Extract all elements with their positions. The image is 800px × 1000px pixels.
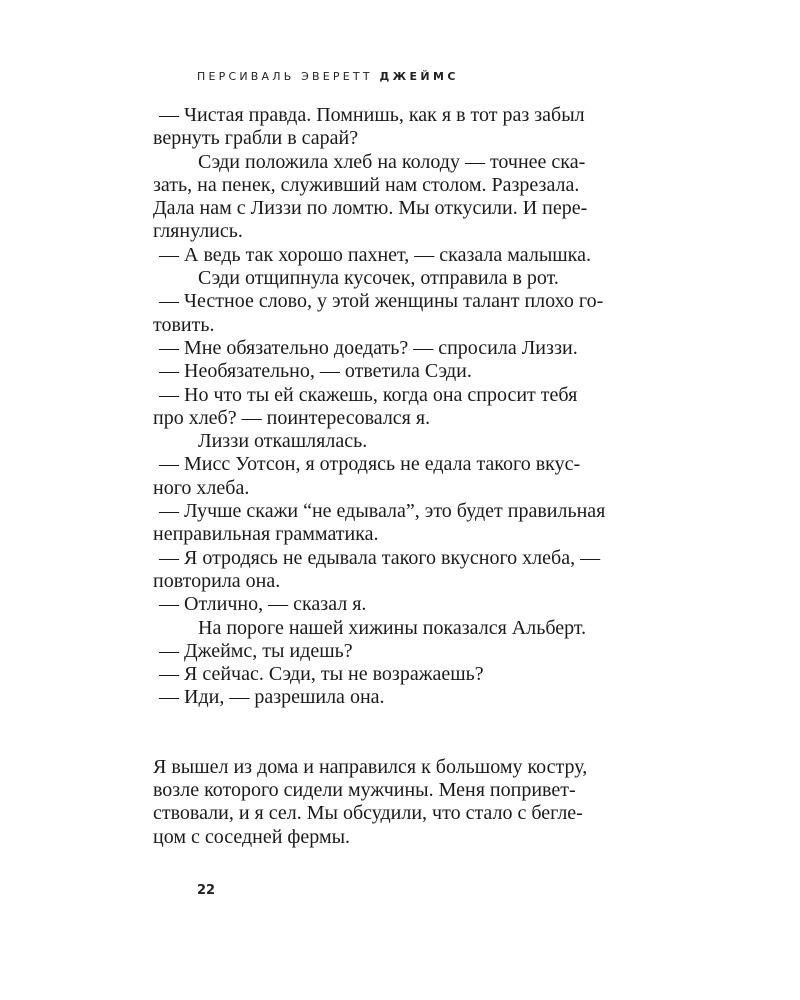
- text-line: — Чистая правда. Помнишь, как я в тот раз забыл: [159, 104, 585, 126]
- running-head: [197, 70, 459, 83]
- text-line: цом с соседней фермы.: [153, 825, 351, 848]
- text-line: На пороге нашей хижины показался Альберт.: [198, 616, 587, 639]
- text-line: товить.: [153, 313, 215, 336]
- text-line: ствовали, и я сел. Мы обсудили, что стало с бегле-: [153, 802, 583, 825]
- text-line: — Мне обязательно доедать? — спросила Лиззи.: [159, 336, 578, 359]
- text-line: про хлеб? — поинтересовался я.: [153, 406, 431, 429]
- text-line: — Мисс Уотсон, я отродясь не едала такого вкус-: [159, 453, 581, 476]
- text-line: — Но что ты ей скажешь, когда она спросит тебя: [159, 383, 578, 406]
- text-line: — Лучше скажи “не едывала”, это будет правильная: [159, 500, 606, 523]
- text-line: — Джеймс, ты идешь?: [159, 639, 353, 662]
- text-line: ного хлеба.: [153, 476, 250, 499]
- text-line: — Честное слово, у этой женщины талант плохо го-: [159, 290, 604, 313]
- text-line: повторила она.: [153, 569, 281, 592]
- page-number: 22: [197, 883, 216, 898]
- text-line: вернуть грабли в сарай?: [153, 127, 359, 150]
- author-surname: ДЖЕЙМС: [379, 70, 459, 83]
- author-name: ПЕРСИВАЛЬ ЭВЕРЕТТ: [197, 70, 373, 83]
- section-break: [153, 710, 713, 756]
- text-line: — Иди, — разрешила она.: [159, 686, 385, 709]
- text-line: Лиззи откашлялась.: [198, 430, 368, 453]
- text-line: неправильная грамматика.: [153, 523, 379, 546]
- text-line: глянулись.: [153, 220, 243, 243]
- text-line: — Я сейчас. Сэди, ты не возражаешь?: [159, 663, 484, 686]
- text-line: возле которого сидели мужчины. Меня попривет-: [153, 779, 576, 802]
- text-line: Сэди отщипнула кусочек, отправила в рот.: [198, 267, 559, 290]
- text-line: зать, на пенек, служивший нам столом. Разрезала.: [153, 173, 580, 196]
- text-line: — Отлично, — сказал я.: [159, 593, 367, 616]
- text-line: — Необязательно, — ответила Сэди.: [159, 360, 472, 383]
- text-line: — Я отродясь не едывала такого вкусного хлеба, —: [159, 546, 601, 569]
- text-line: Я вышел из дома и направился к большому костру,: [153, 755, 588, 778]
- text-line: — А ведь так хорошо пахнет, — сказала малышка.: [159, 243, 591, 266]
- text-line: Дала нам с Лиззи по ломтю. Мы откусили. И пере-: [153, 197, 588, 220]
- text-line: Сэди положила хлеб на колоду — точнее ска-: [198, 150, 586, 173]
- body-text: [153, 104, 713, 849]
